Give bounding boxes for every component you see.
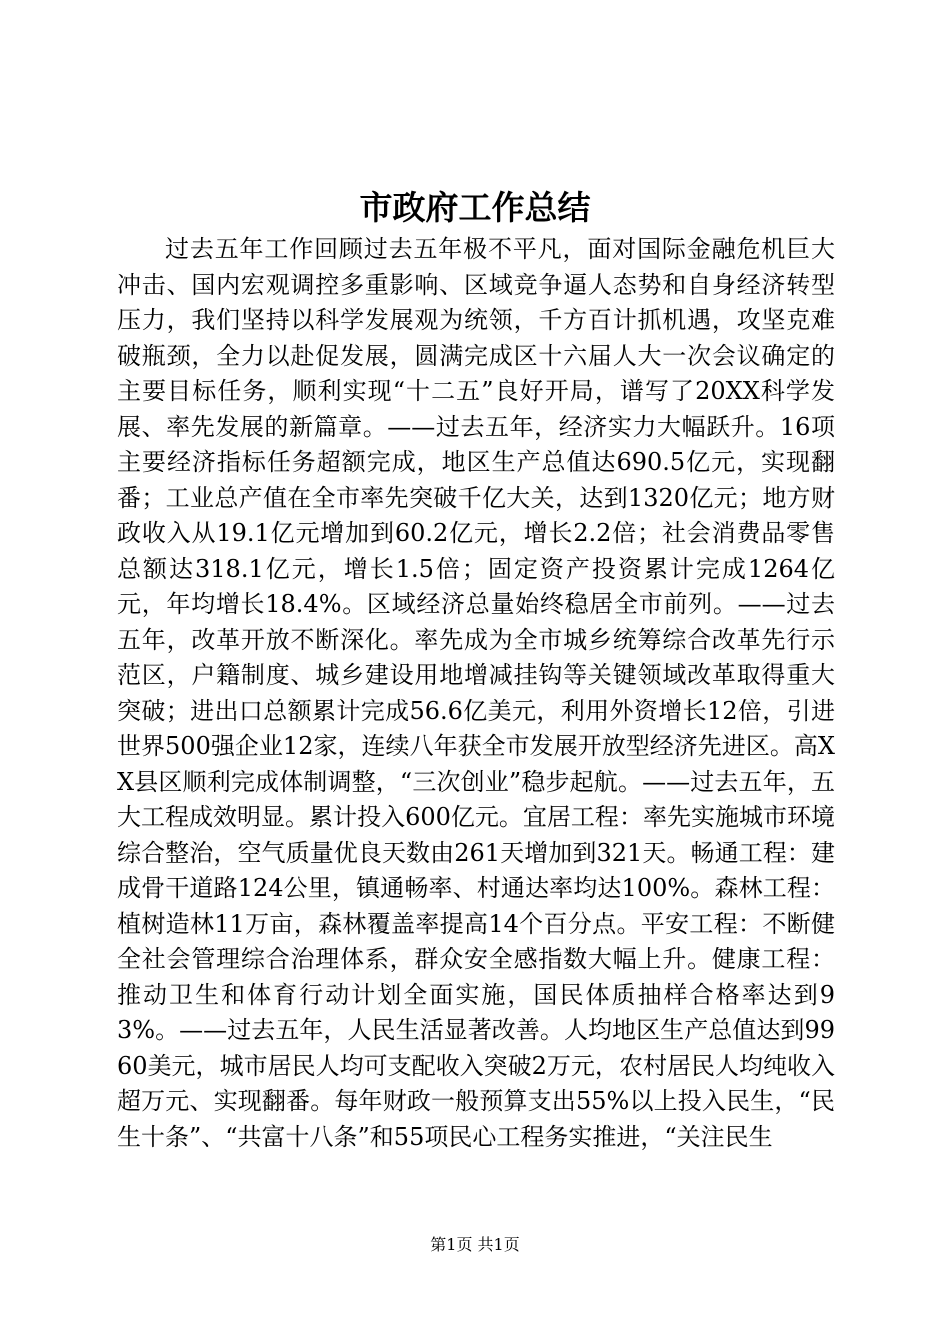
page-footer: 第1页 共1页 xyxy=(430,1235,520,1254)
document-body-paragraph: 过去五年工作回顾过去五年极不平凡，面对国际金融危机巨大冲击、国内宏观调控多重影响、区域竞争逼人态势和自身经济转型压力，我们坚持以科学发展观为统领，千方百计抓机遇，攻坚克难破瓶颈，全力以赴促发展，圆满完成区十六届人大一次会议确定的主要目标任务，顺利实现“十二五”良好开局，谱写了20XX科学发展、率先发展的新篇章。——过去五年，经济实力大幅跃升。16项主要经济指标任务超额完成，地区生产总值达690.5亿元，实现翻番；工业总产值在全市率先突破千亿大关，达到1320亿元；地方财政收入从19.1亿元增加到60.2亿元，增长2.2倍；社会消费品零售总额达318.1亿元，增长1.5倍；固定资产投资累计完成1264亿元，年均增长18.4%。区域经济总量始终稳居全市前列。——过去五年，改革开放不断深化。率先成为全市城乡统筹综合改革先行示范区，户籍制度、城乡建设用地增减挂钩等关键领域改革取得重大突破；进出口总额累计完成56.6亿美元，利用外资增长12倍，引进世界500强企业12家，连续八年获全市发展开放型经济先进区。高XX县区顺利完成体制调整，“三次创业”稳步起航。——过去五年，五大工程成效明显。累计投入600亿元。宜居工程：率先实施城市环境综合整治，空气质量优良天数由261天增加到321天。畅通工程：建成骨干道路124公里，镇通畅率、村通达率均达100%。森林工程：植树造林11万亩，森林覆盖率提高14个百分点。平安工程：不断健全社会管理综合治理体系，群众安全感指数大幅上升。健康工程：推动卫生和体育行动计划全面实施，国民体质抽样合格率达到93%。——过去五年，人民生活显著改善。人均地区生产总值达到9960美元，城市居民人均可支配收入突破2万元，农村居民人均纯收入超万元、实现翻番。每年财政一般预算支出55%以上投入民生，“民生十条”、“共富十八条”和55项民心工程务实推进，“关注民生 xyxy=(117,235,835,1151)
document-title: 市政府工作总结 xyxy=(359,188,591,227)
